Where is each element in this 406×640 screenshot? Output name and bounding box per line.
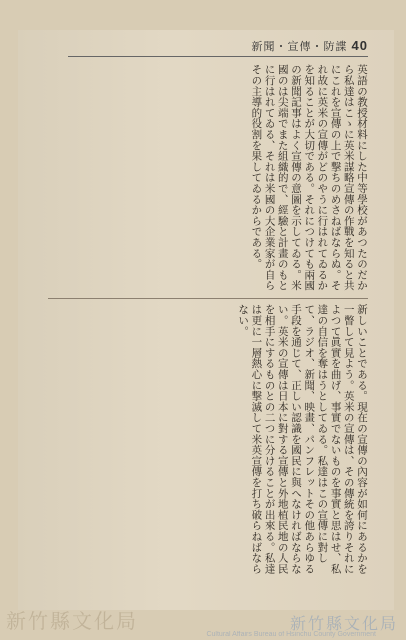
upper-body-text: 英語の教授材料にした中等學校があつたのだから私達はこゝに英米謀略宣傳の作戰を知ると共にこれを宣傳の上で撃ちのめさねばならぬ。それ故に英米の宣傳がどのやうに行はれてゐるかを知ることが大切である。それにつけても兩國の新聞記事はよく宣傳の意圖を示してゐる。米國のは尖端でまた組織的で、經驗と計畫のもとに行はれてゐる、それは米國の大企業家が自らその主導的役割を果してゐるからである。 [250, 64, 368, 291]
page-header [251, 38, 368, 54]
section-title: 新聞・宣傳・防諜 [251, 41, 348, 53]
header-rule [68, 56, 368, 57]
page-number: 40 [351, 38, 368, 53]
library-stamp: 新竹縣文化局 [6, 609, 138, 633]
lower-body-text: 新しいことである。現在の宣傳の內容が如何にあるかを一瞥して見よう。英米の宣傳は、その傳統を誇りそれによつて眞實を曲げ、事實でないものを事實と思はせ、私達の自信を奪はうとしてゐる。私達はこの宣傳に對して、ラジオ、新聞、映畫、パンフレットその他あらゆる手段を通じて、正しい認識を國民に與へなければならない。英米の宣傳は日本に對する宣傳と外地植民地の人民を相手にするものとの二つに分けることが出來る。私達は更に一層熱心に撃滅して米英宣傳を打ち破らねばならない。 [237, 304, 368, 574]
section-divider [48, 298, 368, 299]
watermark-logo: 新竹縣文化局 [289, 614, 398, 633]
watermark-caption: Cultural Affairs Bureau of Hsinchu County Government [206, 631, 376, 638]
